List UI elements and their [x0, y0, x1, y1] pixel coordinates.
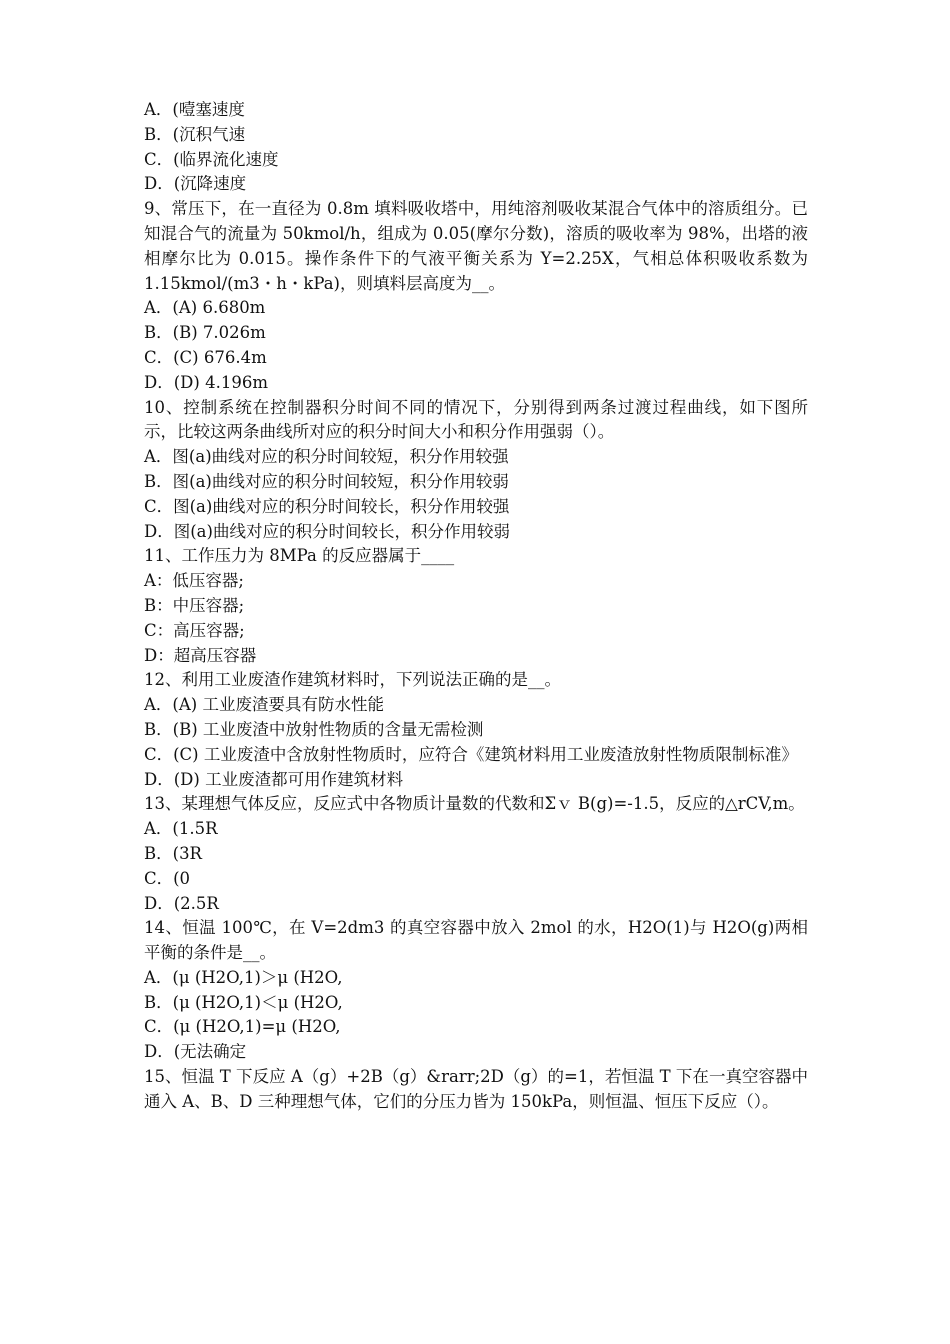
q10-option-c: C．图(a)曲线对应的积分时间较长，积分作用较强	[144, 496, 510, 516]
q14-text: 14、恒温 100℃，在 V=2dm3 的真空容器中放入 2mol 的水，H2O(1)与 H2O(g)两相平衡的条件是__。	[144, 918, 808, 963]
q8-option-c: C．(临界流化速度	[144, 149, 279, 169]
q10-option-b: B．图(a)曲线对应的积分时间较短，积分作用较弱	[144, 471, 509, 491]
q11-option-b: B：中压容器;	[144, 595, 245, 615]
q14-option-a: A．(μ (H2O,1)＞μ (H2O,	[144, 967, 343, 987]
q11-option-d: D：超高压容器	[144, 645, 257, 665]
q12-option-a: A．(A) 工业废渣要具有防水性能	[144, 695, 384, 715]
q13-option-b: B．(3R	[144, 843, 202, 863]
q12-option-b: B．(B) 工业废渣中放射性物质的含量无需检测	[144, 719, 484, 739]
q9-text: 9、常压下，在一直径为 0.8m 填料吸收塔中，用纯溶剂吸收某混合气体中的溶质组分。已知混合气的流量为 50kmol/h，组成为 0.05(摩尔分数)，溶质的吸收率为 98%，出塔的液相摩尔比为 0.015。操作条件下的气液平衡关系为 Y=2.25X，气相总体积吸收系数为 1.15kmol/(m3・h・kPa)，则填料层高度为__。	[144, 199, 808, 293]
q8-option-b: B．(沉积气速	[144, 124, 246, 144]
q11-text: 11、工作压力为 8MPa 的反应器属于____	[144, 546, 455, 566]
q12-option-c: C．(C) 工业废渣中含放射性物质时，应符合《建筑材料用工业废渣放射性物质限制标准》	[144, 744, 798, 764]
q9-option-d: D．(D) 4.196m	[144, 372, 268, 392]
q13-option-c: C．(0	[144, 868, 191, 888]
q10-option-a: A．图(a)曲线对应的积分时间较短，积分作用较强	[144, 447, 509, 467]
q10-option-d: D．图(a)曲线对应的积分时间较长，积分作用较弱	[144, 521, 510, 541]
q12-option-d: D．(D) 工业废渣都可用作建筑材料	[144, 769, 404, 789]
q9-option-c: C．(C) 676.4m	[144, 347, 267, 367]
q8-option-a: A．(噎塞速度	[144, 100, 245, 119]
q9-option-b: B．(B) 7.026m	[144, 323, 266, 343]
q13-option-a: A．(1.5R	[144, 819, 218, 839]
q12-text: 12、利用工业废渣作建筑材料时，下列说法正确的是__。	[144, 670, 561, 690]
q14-option-c: C．(μ (H2O,1)=μ (H2O,	[144, 1017, 341, 1037]
q13-text: 13、某理想气体反应，反应式中各物质计量数的代数和Σｖ B(g)=-1.5，反应的△rCV,m。	[144, 794, 805, 814]
q11-option-c: C：高压容器;	[144, 620, 245, 640]
q11-option-a: A：低压容器;	[144, 571, 244, 591]
q10-text: 10、控制系统在控制器积分时间不同的情况下，分别得到两条过渡过程曲线，如下图所示，比较这两条曲线所对应的积分时间大小和积分作用强弱（）。	[144, 397, 808, 442]
q8-option-d: D．(沉降速度	[144, 174, 247, 194]
q15-text: 15、恒温 T 下反应 A（g）+2B（g）&rarr;2D（g）的=1，若恒温 T 下在一真空容器中通入 A、B、D 三种理想气体，它们的分压力皆为 150kPa，则恒温、恒压下反应（）。	[144, 1067, 808, 1111]
document-body	[144, 98, 808, 1115]
q14-option-d: D．(无法确定	[144, 1042, 247, 1062]
q14-option-b: B．(μ (H2O,1)＜μ (H2O,	[144, 992, 343, 1012]
q9-option-a: A．(A) 6.680m	[144, 298, 266, 318]
q13-option-d: D．(2.5R	[144, 893, 219, 913]
